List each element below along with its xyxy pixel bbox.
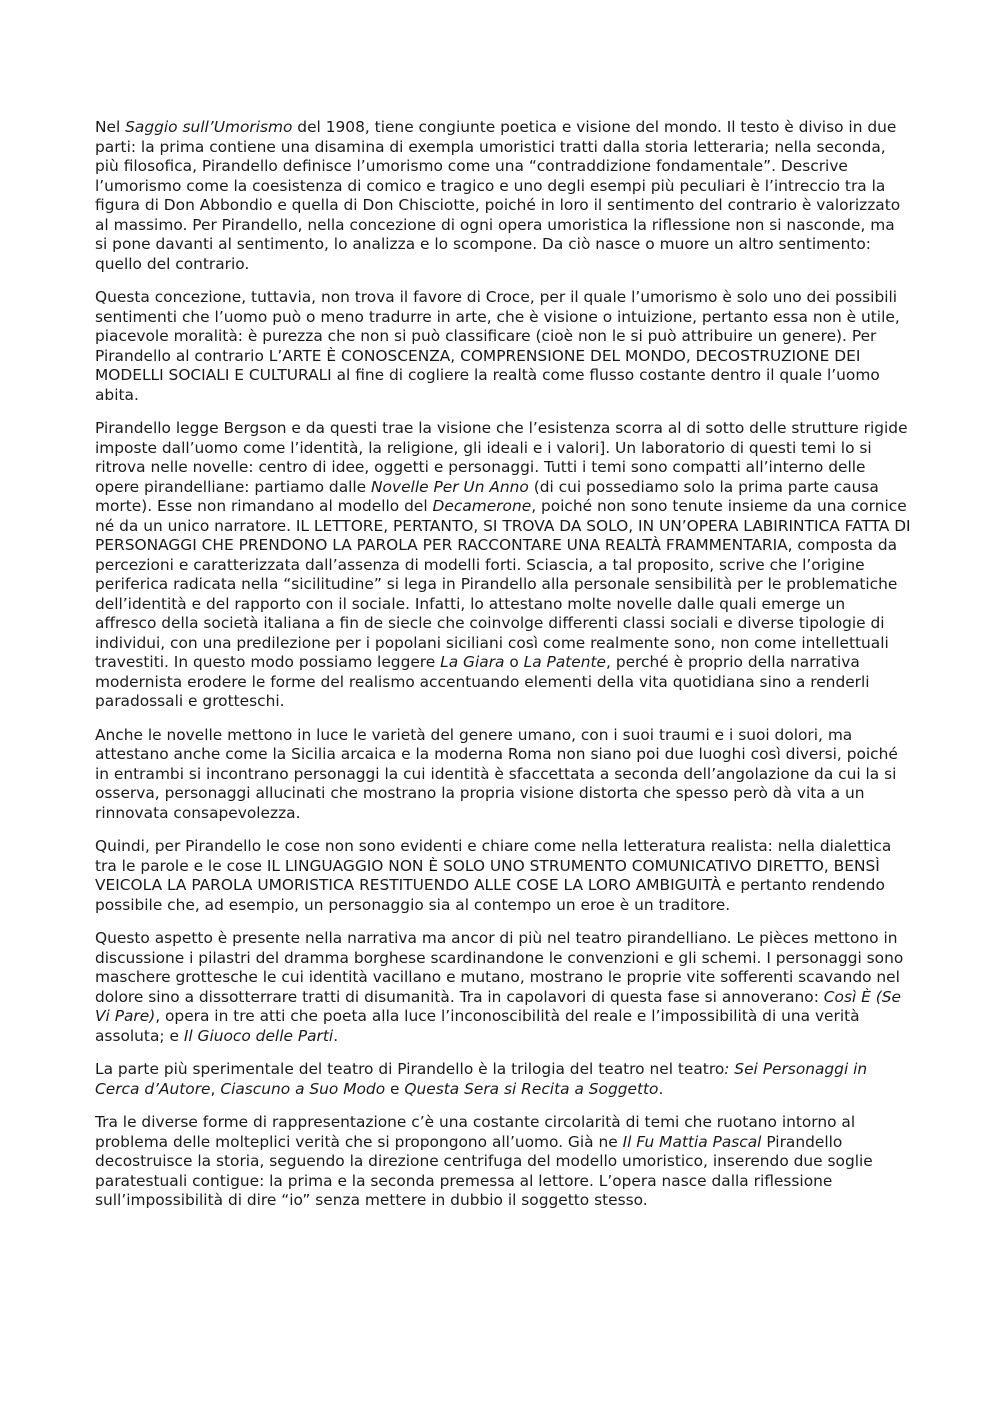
paragraph-7 [95, 1060, 911, 1099]
body-text: , perché è proprio della narrativa modernista erodere le forme del realismo accentuando elementi della vita quotidiana sino a renderli paradossali e grotteschi. [95, 653, 870, 710]
body-text: del 1908, tiene congiunte poetica e visione del mondo. Il testo è diviso in due parti: la prima contiene una disamina di exempla umoristici tratti dalla storia letteraria; nella seconda, più filosofica, Pirandello definisce l’umorismo come una “contraddizione fondamentale”. Descrive l’umorismo come la coesistenza di comico e tragico e uno degli esempi più peculiari è l’intreccio tra la figura di Don Abbondio e quella di Don Chisciotte, poiché in loro il sentimento del contrario è valorizzato al massimo. Per Pirandello, nella concezione di ogni opera umoristica la riflessione non si nasconde, ma si pone davanti al sentimento, lo analizza e lo scompone. Da ciò nasce o muore un altro sentimento: quello del contrario. [95, 118, 901, 273]
italic-title-text: Saggio sull’Umorismo [125, 118, 293, 136]
body-text: e [385, 1079, 405, 1098]
paragraph-2 [95, 288, 911, 405]
body-text: La parte più sperimentale del teatro di Pirandello è la trilogia del teatro nel teatro [95, 1060, 725, 1078]
body-text: o [504, 653, 524, 671]
body-text: Tra le diverse forme di rappresentazione c’è una costante circolarità di temi che ruotano intorno al problema delle molteplici verità che si propongono all’uomo. Già ne [95, 1113, 856, 1151]
document-body [95, 118, 911, 1225]
italic-title-text: La Giara [440, 653, 505, 671]
body-text: Questa concezione, tuttavia, non trova il favore di Croce, per il quale l’umorismo è solo uno dei possibili sentimenti che l’uomo può o meno tradurre in arte, che è visione o intuizione, pertanto essa non è utile, piacevole moralità: è purezza che non si può classificare (cioè non le si può attribuire un genere). Per Pirandello al contrario L’ARTE È CONOSCENZA, COMPRENSIONE DEL MONDO, DECOSTRUZIONE DEI MODELLI SOCIALI E CULTURALI al fine di cogliere la realtà come flusso costante dentro il quale l’uomo abita. [95, 288, 900, 404]
italic-title-text: La Patente [523, 653, 607, 671]
body-text: Pirandello legge Bergson e da questi trae la visione che l’esistenza scorra al di sotto delle strutture rigide imposte dall’uomo come l’identità, la religione, gli ideali e i valori]. Un laboratorio di questi temi lo si ritrova nelle novelle: centro di idee, oggetti e personaggi. Tutti i temi sono compatti all’interno delle opere pirandelliane: partiamo dalle [95, 419, 908, 496]
italic-title-text: Ciascuno a Suo Modo [220, 1079, 386, 1098]
paragraph-8 [95, 1113, 911, 1211]
italic-title-text: : Sei Personaggi in Cerca d’Autore [95, 1060, 868, 1098]
italic-title-text: Novelle Per Un Anno [371, 477, 529, 496]
italic-title-text: Questa Sera si Recita a Soggetto [404, 1079, 659, 1098]
body-text: , opera in tre atti che poeta alla luce l’inconoscibilità del reale e l’impossibilità di una verità assoluta; e [95, 1007, 860, 1045]
paragraph-1 [95, 118, 911, 274]
body-text: (di cui possediamo solo la prima parte causa morte). Esse non rimandano al modello del [95, 477, 879, 515]
body-text: Questo aspetto è presente nella narrativa ma ancor di più nel teatro pirandelliano. Le pièces mettono in discussione i pilastri del dramma borghese scardinandone le convenzioni e gli schemi. I personaggi sono maschere grottesche le cui identità vacillano e mutano, mostrano le proprie vite sofferenti scavando nel dolore sino a dissotterrare tratti di disumanità. Tra in capolavori di questa fase si annoverano: [95, 929, 904, 1006]
body-text: , poiché non sono tenute insieme da una cornice né da un unico narratore. IL LETTORE, PERTANTO, SI TROVA DA SOLO, IN UN’OPERA LABIRINTICA FATTA DI PERSONAGGI CHE PRENDONO LA PAROLA PER RACCONTARE UNA REALTÀ FRAMMENTARIA, composta da percezioni e caratterizzata dall’assenza di modelli forti. Sciascia, a tal proposito, scrive che l’origine periferica radicata nella “sicilitudine” si lega in Pirandello alla personale sensibilità per le problematiche dell’identità e del rapporto con il sociale. Infatti, lo attestano molte novelle dalle quali emerge un affresco della società italiana a fin de siecle che coinvolge differenti classi sociali e diverse tipologie di individui, con una predilezione per i popolani siciliani così come realmente sono, non come intellettuali travestiti. In questo modo possiamo leggere [95, 497, 911, 671]
paragraph-6 [95, 929, 911, 1046]
paragraph-5 [95, 837, 911, 915]
paragraph-4 [95, 726, 911, 824]
italic-title-text: Decamerone [432, 497, 532, 515]
body-text: . [333, 1026, 339, 1045]
body-text: Nel [95, 118, 126, 136]
body-text: , [210, 1079, 221, 1098]
italic-title-text: Il Fu Mattia Pascal [622, 1132, 762, 1151]
body-text: Anche le novelle mettono in luce le varietà del genere umano, con i suoi traumi e i suoi dolori, ma attestano anche come la Sicilia arcaica e la moderna Roma non siano poi due luoghi così diversi, poiché in entrambi si incontrano personaggi la cui identità è sfaccettata a seconda dell’angolazione da cui la si osserva, personaggi allucinati che mostrano la propria visione distorta che spesso però dà vita a un rinnovata consapevolezza. [95, 725, 898, 822]
body-text: Quindi, per Pirandello le cose non sono evidenti e chiare come nella letteratura realista: nella dialettica tra le parole e le cose IL LINGUAGGIO NON È SOLO UNO STRUMENTO COMUNICATIVO DIRETTO, BENSÌ VEICOLA LA PAROLA UMORISTICA RESTITUENDO ALLE COSE LA LORO AMBIGUITÀ e pertanto rendendo possibile che, ad esempio, un personaggio sia al contempo un eroe è un traditore. [95, 837, 892, 914]
paragraph-3 [95, 419, 911, 712]
body-text: Pirandello decostruisce la storia, seguendo la direzione centrifuga del modello umoristico, inserendo due soglie paratestuali contigue: la prima e la seconda premessa al lettore. L’opera nasce dalla riflessione sull’impossibilità di dire “io” senza mettere in dubbio il soggetto stesso. [95, 1132, 873, 1209]
italic-title-text: Il Giuoco delle Parti [183, 1026, 334, 1045]
italic-title-text: Così È (Se Vi Pare) [95, 987, 902, 1025]
body-text: . [658, 1079, 664, 1098]
